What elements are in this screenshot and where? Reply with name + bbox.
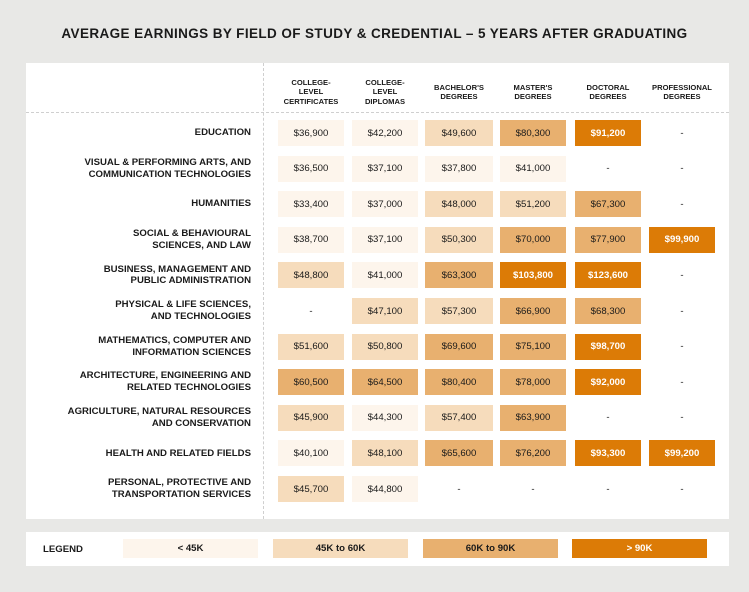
value-cell: $48,800: [278, 262, 344, 288]
value-cell: -: [606, 483, 610, 495]
row-label: SOCIAL & BEHAVIOURAL SCIENCES, AND LAW: [133, 228, 251, 251]
value-cell: -: [606, 412, 610, 424]
value-cell: -: [680, 483, 684, 495]
value-cell: $92,000: [575, 369, 641, 395]
value-cell: $76,200: [500, 440, 566, 466]
value-cell: $77,900: [575, 227, 641, 253]
row-label: AGRICULTURE, NATURAL RESOURCES AND CONSERVATION: [67, 406, 251, 429]
value-cell: $44,300: [352, 405, 418, 431]
value-cell: -: [531, 483, 535, 495]
value-cell: $60,500: [278, 369, 344, 395]
value-cell: $63,300: [425, 262, 493, 288]
value-cell: -: [680, 198, 684, 210]
value-cell: -: [680, 269, 684, 281]
value-cell: -: [680, 341, 684, 353]
column-header: MASTER'S DEGREES: [513, 82, 553, 101]
value-cell: $40,100: [278, 440, 344, 466]
legend-item: 60K to 90K: [423, 539, 558, 558]
value-cell: $36,900: [278, 120, 344, 146]
row-label: PHYSICAL & LIFE SCIENCES, AND TECHNOLOGIES: [115, 299, 251, 322]
value-cell: $80,400: [425, 369, 493, 395]
value-cell: $80,300: [500, 120, 566, 146]
value-cell: $44,800: [352, 476, 418, 502]
value-cell: $64,500: [352, 369, 418, 395]
value-cell: -: [680, 127, 684, 139]
value-cell: $45,900: [278, 405, 344, 431]
column-header: DOCTORAL DEGREES: [586, 82, 630, 101]
value-cell: -: [309, 305, 313, 317]
value-cell: -: [680, 376, 684, 388]
value-cell: $63,900: [500, 405, 566, 431]
value-cell: -: [680, 163, 684, 175]
row-label: BUSINESS, MANAGEMENT AND PUBLIC ADMINISTRATION: [103, 263, 251, 287]
row-label: EDUCATION: [194, 127, 251, 139]
column-header: BACHELOR'S DEGREES: [434, 82, 484, 101]
value-cell: $48,000: [425, 191, 493, 217]
value-cell: $103,800: [500, 262, 566, 288]
value-cell: $42,200: [352, 120, 418, 146]
value-cell: $93,300: [575, 440, 641, 466]
column-header: COLLEGE- LEVEL DIPLOMAS: [364, 78, 406, 106]
value-cell: -: [680, 305, 684, 317]
value-cell: $38,700: [278, 227, 344, 253]
legend-item: 45K to 60K: [273, 539, 408, 558]
value-cell: $47,100: [352, 298, 418, 324]
legend-title: LEGEND: [43, 543, 83, 555]
row-label: VISUAL & PERFORMING ARTS, AND COMMUNICATION TECHNOLOGIES: [84, 156, 251, 180]
value-cell: $67,300: [575, 191, 641, 217]
value-cell: $50,800: [352, 334, 418, 360]
value-cell: $57,400: [425, 405, 493, 431]
value-cell: $65,600: [425, 440, 493, 466]
value-cell: $41,000: [500, 156, 566, 182]
value-cell: $49,600: [425, 120, 493, 146]
row-label: HEALTH AND RELATED FIELDS: [105, 447, 251, 459]
value-cell: $48,100: [352, 440, 418, 466]
value-cell: $50,300: [425, 227, 493, 253]
chart-title: AVERAGE EARNINGS BY FIELD OF STUDY & CREDENTIAL – 5 YEARS AFTER GRADUATING: [61, 26, 688, 41]
header-divider: [26, 112, 729, 113]
row-label: MATHEMATICS, COMPUTER AND INFORMATION SCIENCES: [98, 334, 251, 358]
label-column-divider: [263, 63, 264, 519]
value-cell: -: [680, 412, 684, 424]
value-cell: $37,100: [352, 227, 418, 253]
value-cell: -: [457, 483, 461, 495]
value-cell: $98,700: [575, 334, 641, 360]
value-cell: $99,200: [649, 440, 715, 466]
value-cell: $68,300: [575, 298, 641, 324]
column-header: PROFESSIONAL DEGREES: [652, 82, 712, 101]
value-cell: -: [606, 163, 610, 175]
value-cell: $78,000: [500, 369, 566, 395]
value-cell: $37,800: [425, 156, 493, 182]
value-cell: $51,200: [500, 191, 566, 217]
value-cell: $37,000: [352, 191, 418, 217]
row-label: ARCHITECTURE, ENGINEERING AND RELATED TECHNOLOGIES: [79, 370, 251, 394]
row-label: HUMANITIES: [191, 198, 251, 210]
value-cell: $57,300: [425, 298, 493, 324]
value-cell: $45,700: [278, 476, 344, 502]
value-cell: $123,600: [575, 262, 641, 288]
value-cell: $36,500: [278, 156, 344, 182]
value-cell: $69,600: [425, 334, 493, 360]
value-cell: $70,000: [500, 227, 566, 253]
value-cell: $33,400: [278, 191, 344, 217]
column-header: COLLEGE- LEVEL CERTIFICATES: [283, 78, 339, 106]
value-cell: $51,600: [278, 334, 344, 360]
value-cell: $99,900: [649, 227, 715, 253]
value-cell: $66,900: [500, 298, 566, 324]
legend-item: < 45K: [123, 539, 258, 558]
value-cell: $91,200: [575, 120, 641, 146]
value-cell: $41,000: [352, 262, 418, 288]
row-label: PERSONAL, PROTECTIVE AND TRANSPORTATION SERVICES: [107, 477, 251, 500]
value-cell: $37,100: [352, 156, 418, 182]
value-cell: $75,100: [500, 334, 566, 360]
legend-item: > 90K: [572, 539, 707, 558]
